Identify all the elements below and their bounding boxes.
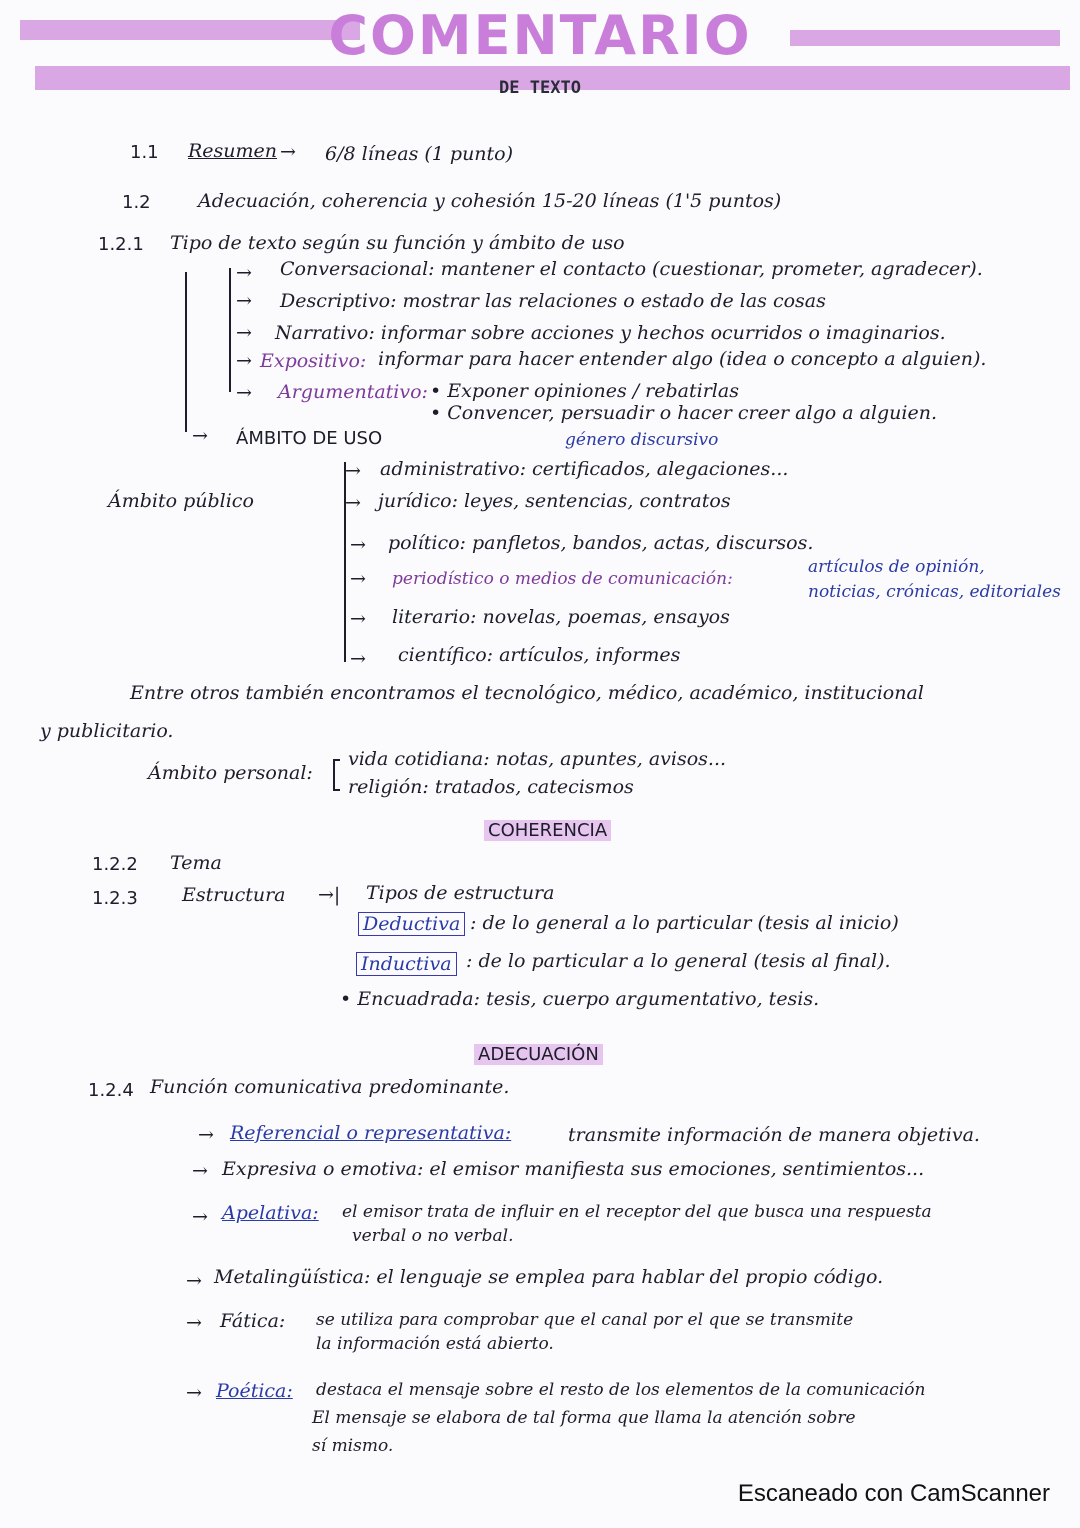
arrow-icon: → xyxy=(236,350,252,372)
type-conversational: Conversacional: mantener el contacto (cuestionar, prometer, agradecer). xyxy=(280,258,983,280)
arrow-icon: → xyxy=(236,382,252,404)
section-1-2-2-text: Tema xyxy=(170,852,222,874)
ambito-literario: literario: novelas, poemas, ensayos xyxy=(392,606,730,628)
section-1-2-3-text: Estructura xyxy=(182,884,286,906)
ambito-periodistico-1: artículos de opinión, xyxy=(808,557,985,577)
ambito-cientifico: científico: artículos, informes xyxy=(398,644,681,666)
entre-otros-line-1: Entre otros también encontramos el tecnológico, médico, académico, institucional xyxy=(130,682,924,704)
entre-otros-line-2: y publicitario. xyxy=(40,720,174,742)
section-1-1-text: 6/8 líneas (1 punto) xyxy=(325,143,514,165)
arrow-icon: → xyxy=(192,1160,208,1182)
funcion-referencial-text: transmite información de manera objetiva. xyxy=(568,1124,980,1146)
type-expositive-text: informar para hacer entender algo (idea o concepto a alguien). xyxy=(378,348,987,370)
deductiva-text: : de lo general a lo particular (tesis al inicio) xyxy=(470,912,899,934)
funcion-referencial-label: Referencial o representativa: xyxy=(230,1122,512,1144)
section-1-2-4-number: 1.2.4 xyxy=(88,1080,134,1101)
funcion-fatica-label: Fática: xyxy=(220,1310,286,1332)
ambito-personal-1: vida cotidiana: notas, apuntes, avisos... xyxy=(348,748,727,770)
arrow-icon: → xyxy=(350,608,366,630)
section-1-2-number: 1.2 xyxy=(122,192,151,213)
arrow-icon: → xyxy=(350,534,366,556)
funcion-poetica-label: Poética: xyxy=(216,1380,293,1402)
arrow-icon: → xyxy=(280,141,296,163)
arrow-icon: → xyxy=(350,568,366,590)
section-1-2-1-number: 1.2.1 xyxy=(98,234,144,255)
section-1-1-number: 1.1 xyxy=(130,142,159,163)
type-argumentative-2: • Convencer, persuadir o hacer creer algo a alguien. xyxy=(430,402,937,424)
scanner-watermark: Escaneado con CamScanner xyxy=(737,1480,1050,1507)
ambito-periodistico-2: noticias, crónicas, editoriales xyxy=(808,582,1061,602)
page-subtitle: DE TEXTO xyxy=(499,78,581,98)
section-1-2-4-text: Función comunicativa predominante. xyxy=(150,1076,510,1098)
type-descriptive: Descriptivo: mostrar las relaciones o estado de las cosas xyxy=(280,290,826,312)
deductiva-label: Deductiva xyxy=(358,912,465,936)
ambito-administrativo: administrativo: certificados, alegaciones... xyxy=(380,458,789,480)
funcion-apelativa-text: el emisor trata de influir en el receptor del que busca una respuesta xyxy=(342,1202,932,1222)
arrow-icon: → xyxy=(186,1382,202,1404)
inductiva-text: : de lo particular a lo general (tesis al final). xyxy=(466,950,891,972)
section-1-2-1-text: Tipo de texto según su función y ámbito de uso xyxy=(170,232,625,254)
funcion-metalinguistica: Metalingüística: el lenguaje se emplea para hablar del propio código. xyxy=(214,1266,884,1288)
section-1-1-label: Resumen xyxy=(188,140,278,162)
funcion-poetica-text-2: El mensaje se elabora de tal forma que llama la atención sobre xyxy=(312,1408,856,1428)
funcion-fatica-text: se utiliza para comprobar que el canal por el que se transmite xyxy=(316,1310,854,1330)
ambito-heading: ÁMBITO DE USO xyxy=(236,428,383,449)
arrow-icon: → xyxy=(236,262,252,284)
type-expositive-label: Expositivo: xyxy=(260,350,367,372)
section-1-2-2-number: 1.2.2 xyxy=(92,854,138,875)
encuadrada-text: • Encuadrada: tesis, cuerpo argumentativo, tesis. xyxy=(340,988,820,1010)
coherencia-heading: COHERENCIA xyxy=(484,820,611,841)
type-argumentative-label: Argumentativo: xyxy=(278,381,428,403)
ambito-politico: político: panfletos, bandos, actas, discursos. xyxy=(388,532,814,554)
genero-note: género discursivo xyxy=(565,430,719,450)
arrow-icon: →| xyxy=(318,884,341,906)
arrow-icon: → xyxy=(192,425,208,447)
type-argumentative-1: • Exponer opiniones / rebatirlas xyxy=(430,380,739,402)
arrow-icon: → xyxy=(186,1270,202,1292)
ambito-juridico: jurídico: leyes, sentencias, contratos xyxy=(378,490,731,512)
arrow-icon: → xyxy=(345,492,361,514)
page-title: COMENTARIO xyxy=(328,4,752,67)
ambito-publico-label: Ámbito público xyxy=(108,490,254,512)
arrow-icon: → xyxy=(350,648,366,670)
arrow-icon: → xyxy=(192,1206,208,1228)
inductiva-label: Inductiva xyxy=(356,952,457,976)
arrow-icon: → xyxy=(198,1124,214,1146)
arrow-icon: → xyxy=(236,322,252,344)
funcion-apelativa-text-2: verbal o no verbal. xyxy=(352,1226,514,1246)
arrow-icon: → xyxy=(186,1312,202,1334)
funcion-poetica-text-3: sí mismo. xyxy=(312,1436,394,1456)
tipos-estructura: Tipos de estructura xyxy=(366,882,555,904)
ambito-periodistico-label: periodístico o medios de comunicación: xyxy=(392,569,733,589)
funcion-poetica-text: destaca el mensaje sobre el resto de los elementos de la comunicación xyxy=(316,1380,926,1400)
adecuacion-heading: ADECUACIÓN xyxy=(474,1044,603,1065)
funcion-expresiva: Expresiva o emotiva: el emisor manifiesta sus emociones, sentimientos... xyxy=(222,1158,925,1180)
arrow-icon: → xyxy=(345,460,361,482)
type-narrative: Narrativo: informar sobre acciones y hechos ocurridos o imaginarios. xyxy=(275,322,946,344)
funcion-fatica-text-2: la información está abierto. xyxy=(316,1334,554,1354)
ambito-personal-2: religión: tratados, catecismos xyxy=(348,776,634,798)
funcion-apelativa-label: Apelativa: xyxy=(222,1202,319,1224)
arrow-icon: → xyxy=(236,290,252,312)
section-1-2-3-number: 1.2.3 xyxy=(92,888,138,909)
ambito-personal-label: Ámbito personal: xyxy=(148,762,313,784)
section-1-2-text: Adecuación, coherencia y cohesión 15-20 líneas (1'5 puntos) xyxy=(198,190,782,212)
